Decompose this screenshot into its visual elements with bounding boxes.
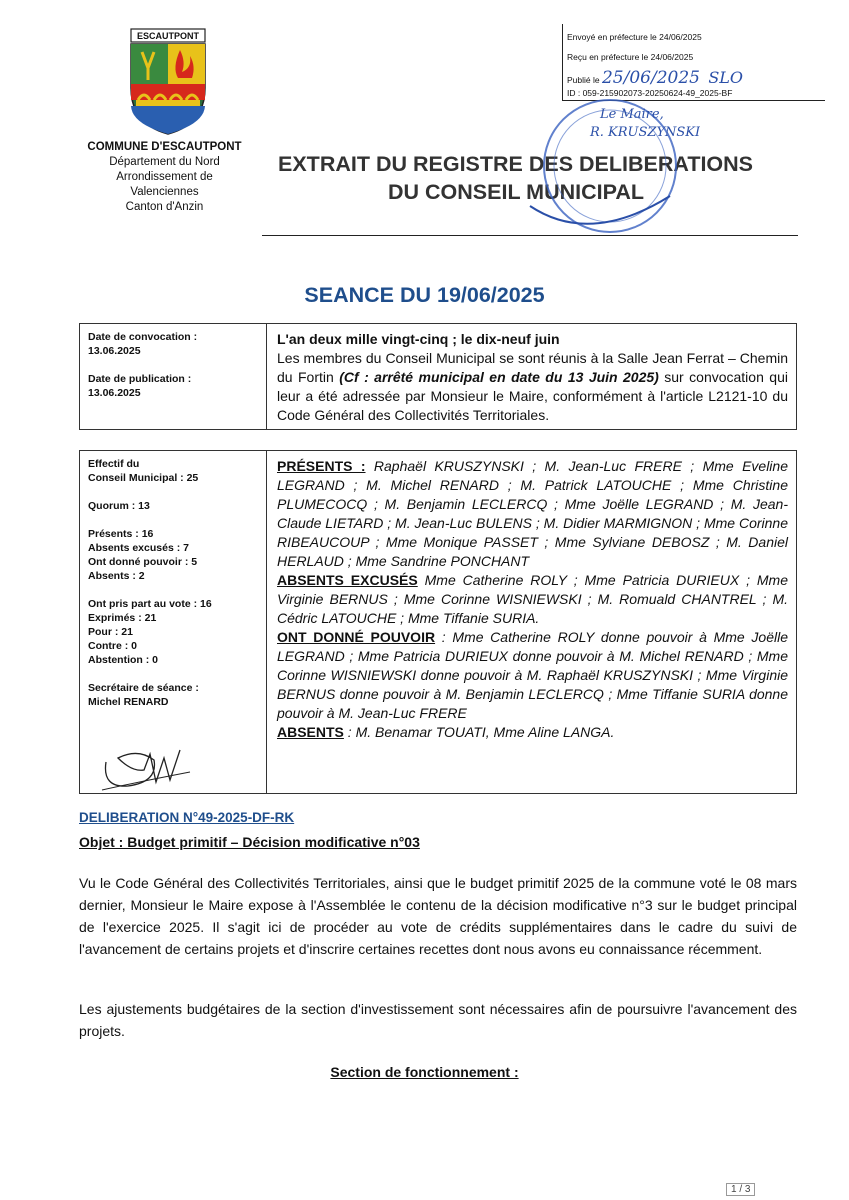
publie-handwritten-date: 25/06/2025 [601,68,700,88]
prefecture-box [562,24,825,101]
mayor-stamp [520,96,700,246]
excuses-list: Mme Catherine ROLY ; Mme Patricia DURIEUX ; Mme Virginie BERNUS ; Mme Corinne WISNIEWSKI ; M. Romuald CHANTREL ; M. Cédric LATOUCHE ; Mme Tiffanie SURIA. [277,572,788,626]
pouvoir-label: ONT DONNÉ POUVOIR [277,629,436,645]
effectif-value: Conseil Municipal : 25 [88,472,199,484]
departement: Département du Nord [109,156,220,168]
envoye-prefecture: Envoyé en préfecture le 24/06/2025 [567,32,702,42]
publie-label: Publié le [567,75,600,85]
canton: Canton d'Anzin [125,201,204,213]
absents-list: : M. Benamar TOUATI, Mme Aline LANGA. [343,724,615,740]
convocation-heading: L'an deux mille vingt-cinq ; le dix-neuf juin [277,331,560,347]
date-convocation-label: Date de convocation : [88,331,198,343]
abstention-count: Abstention : 0 [88,654,158,666]
deliberation-paragraph-2: Les ajustements budgétaires de la section d'investissement sont nécessaires afin de poursuivre l'avancement des projets. [79,1001,797,1039]
attendance-text [267,451,797,794]
stamp-line-2: R. KRUSZYNSKI [590,125,700,140]
absents-label: ABSENTS [277,724,344,740]
vote-count: Ont pris part au vote : 16 [88,598,212,610]
contre-count: Contre : 0 [88,640,138,652]
secretaire-label: Secrétaire de séance : [88,682,199,694]
stamp-line-1: Le Maire, [600,107,664,122]
deliberation-paragraph-1: Vu le Code Général des Collectivités Territoriales, ainsi que le budget primitif 2025 de la commune voté le 08 mars dernier, Monsieur le Maire expose à l'Assemblée le contenu de la décision modificative n°3 sur le budget principal de l'exercice 2025. Il s'agit ici de procéder au vote de crédits supplémentaires dans le cadre du suivi de l'avancement de certains projets et d'inscrire certaines recettes dont nous avons eu connaissance récemment. [79,875,797,957]
convocation-table [79,323,797,430]
exprimes-count: Exprimés : 21 [88,612,157,624]
quorum: Quorum : 13 [88,500,150,512]
commune-name: COMMUNE D'ESCAUTPONT [87,141,242,153]
page-number: 1 / 3 [726,1183,755,1196]
excuses-block [277,571,788,628]
acte-id: ID : 059-215902073-20250624-49_2025-BF [567,88,733,98]
convocation-dates [80,324,267,430]
excuses-label: ABSENTS EXCUSÉS [277,572,418,588]
pouvoir-block [277,628,788,723]
publie-initials: SLO [708,68,744,87]
secretaire-name: Michel RENARD [88,696,169,708]
pouvoir-count: Ont donné pouvoir : 5 [88,556,198,568]
publie-line [567,68,743,88]
ville: Valenciennes [130,186,199,198]
convocation-text [267,324,797,430]
recu-prefecture: Reçu en préfecture le 24/06/2025 [567,52,694,62]
presents-count: Présents : 16 [88,528,154,540]
convocation-arrete: (Cf : arrêté municipal en date du 13 Juin 2025) [339,369,659,385]
commune-crest-logo [128,28,208,136]
section-fonctionnement-heading: Section de fonctionnement : [330,1064,519,1080]
pouvoir-list: : Mme Catherine ROLY donne pouvoir à Mme Joëlle LEGRAND ; Mme Patricia DURIEUX donne pouvoir à M. Michel RENARD ; Mme Corinne WISNIEWSKI donne pouvoir à M. Raphaël KRUSZYNSKI ; Mme Virginie BERNUS donne pouvoir à M. Benjamin LECLERCQ ; Mme Tiffanie SURIA donne pouvoir à M. Jean-Luc FRERE [277,629,788,721]
date-publication-label: Date de publication : [88,373,192,385]
presents-list: Raphaël KRUSZYNSKI ; M. Jean-Luc FRERE ; Mme Eveline LEGRAND ; M. Michel RENARD ; M. Patrick LATOUCHE ; Mme Christine PLUMECOCQ ; M. Benjamin LECLERCQ ; Mme Joëlle LEGRAND ; M. Jean-Claude LIETARD ; M. Jean-Luc BULENS ; M. Didier MARMIGNON ; Mme Corinne RIBEAUCOUP ; Mme Monique PASSET ; Mme Sylviane DEBOSZ ; M. Daniel HERLAUD ; Mme Sandrine PONCHANT [277,458,788,569]
title-line-1: EXTRAIT DU REGISTRE DES DELIBERATIONS [278,152,754,176]
convocation-text-b: sur convocation qui leur a été adressée par Monsieur le Maire, conformément à l'article L2121-10 du Code Général des Collectivités Territoriales. [277,369,788,423]
absents-block [277,723,788,742]
absents-count: Absents : 2 [88,570,145,582]
secretaire-signature [98,742,198,794]
seance-title: SEANCE DU 19/06/2025 [304,283,545,307]
title-line-2: DU CONSEIL MUNICIPAL [388,180,645,204]
convocation-body [277,349,788,425]
date-publication: 13.06.2025 [88,387,141,399]
deliberation-number: DELIBERATION N°49-2025-DF-RK [79,810,295,825]
absents-excuses-count: Absents excusés : 7 [88,542,189,554]
arrondissement: Arrondissement de [116,171,213,183]
convocation-text-a: Les membres du Conseil Municipal se sont réunis à la Salle Jean Ferrat – Chemin du Fortin [277,350,788,385]
date-convocation: 13.06.2025 [88,345,141,357]
deliberation-objet: Objet : Budget primitif – Décision modificative n°03 [79,834,420,850]
crest-label: ESCAUTPONT [136,31,200,41]
presents-block [277,457,788,571]
presents-label: PRÉSENTS : [277,458,366,474]
effectif-label: Effectif du [88,458,140,470]
pour-count: Pour : 21 [88,626,133,638]
commune-info [62,140,267,215]
